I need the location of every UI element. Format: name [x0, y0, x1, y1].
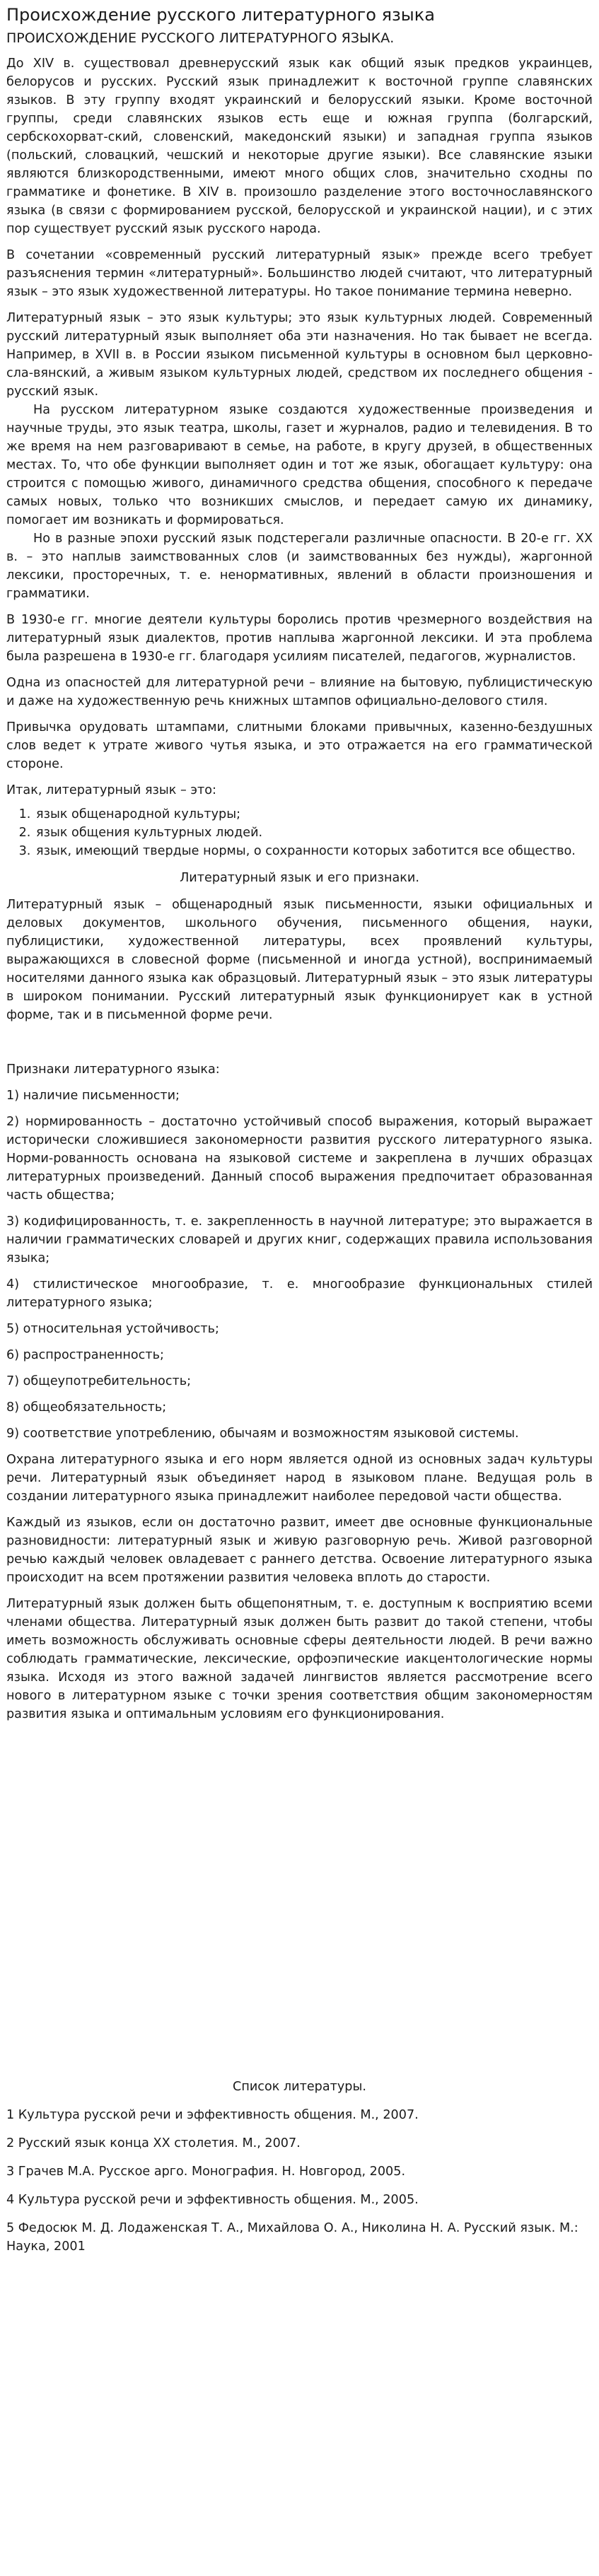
list-item: 2. язык общения культурных людей.	[35, 824, 593, 842]
section-title: Литературный язык и его признаки.	[180, 870, 419, 885]
paragraph-intro: До XIV в. существовал древнерусский язык как общий язык предков украинцев, белорусов и русских. Русский язык принадлежит к восточной группе славянских языков. В эту группу входят украинский и белорусский языки. Кроме восточной группы, среди славянских языков есть еще и южная группа (болгарский, сербскохорват-ский, словенский, македонский языки) и западная группа языков (польский, словацкий, чешский и некоторые другие языки). Все славянские языки являются близкородственными, имеют много общих слов, значительно сходны по грамматике и фонетике. В XIV в. произошло разделение этого восточнославянского языка (в связи с формированием русской, белорусской и украинской нации), и с этих пор существует русский язык русского народа.	[6, 56, 593, 236]
paragraph-protection: Охрана литературного языка и его норм является одной из основных задач культуры речи. Литературный язык объединяет народ в языковом плане. Ведущая роль в создании литературного языка принадлежит наиболее передовой части общества.	[6, 1452, 593, 1504]
spacer	[6, 1032, 593, 1060]
sign-item: 7) общеупотребительность;	[6, 1374, 192, 1388]
sign-item: 3) кодифицированность, т. е. закрепленность в научной литературе; это выражается в наличии грамматических словарей и других книг, содержащих правила использования языка;	[6, 1214, 593, 1265]
sign-item: 4) стилистическое многообразие, т. е. многообразие функциональных стилей литературного языка;	[6, 1277, 593, 1310]
paragraph-accessibility: Литературный язык должен быть общепонятным, т. е. доступным к восприятию всеми членами общества. Литературный язык должен быть развит до такой степени, чтобы иметь возможность обслуживать основные сферы деятельности людей. В речи важно соблюдать грамматические, лексические, орфоэпические иакцентологические нормы языка. Исходя из этого важной задачей лингвистов является рассмотрение всего нового в литературном языке с точки зрения соответствия общим закономерностям развития языка и оптимальным условиям его функционирования.	[6, 1596, 593, 1721]
sign-item: 1) наличие письменности;	[6, 1088, 180, 1103]
paragraph-definition: Литературный язык – общенародный язык письменности, языки официальных и деловых документов, школьного обучения, письменного общения, науки, публицистики, художественной литературы, всех проявлений культуры, выражающихся в словесной форме (письменной и иногда устной), воспринимаемый носителями данного языка как образцовый. Литературный язык – это язык литературы в широком понимании. Русский литературный язык функционирует как в устной форме, так и в письменной форме речи.	[6, 897, 593, 1022]
list-item: 3. язык, имеющий твердые нормы, о сохранности которых заботится все общество.	[35, 842, 593, 860]
reference-item: 4 Культура русской речи и эффективность общения. М., 2005.	[6, 2192, 419, 2207]
reference-item: 3 Грачев М.А. Русское арго. Монография. Н. Новгород, 2005.	[6, 2164, 406, 2179]
sign-item: 9) соответствие употреблению, обычаям и возможностям языковой системы.	[6, 1426, 519, 1441]
paragraph-summary-lead: Итак, литературный язык – это:	[6, 783, 216, 797]
spacer	[6, 1731, 593, 2078]
list-item: 1. язык общенародной культуры;	[35, 805, 593, 824]
sign-item: 6) распространенность;	[6, 1347, 164, 1362]
paragraph-habit: Привычка орудовать штампами, слитными блоками привычных, казенно-бездушных слов ведет к утрате живого чутья языка, и это отражается на его грамматической стороне.	[6, 720, 593, 771]
paragraph-stamps: Одна из опасностей для литературной речи – влияние на бытовую, публицистическую и даже на художественную речь книжных штампов официально-делового стиля.	[6, 675, 593, 708]
paragraph-dangers: Но в разные эпохи русский язык подстерегали различные опасности. В 20-е гг. XX в. – это наплыв заимствованных слов (и заимствованных без нужды), жаргонной лексики, просторечных, т. е. ненормативных, явлений в области произношения и грамматики.	[6, 531, 593, 601]
sign-item: 5) относительная устойчивость;	[6, 1321, 219, 1336]
reference-item: 5 Федосюк М. Д. Лодаженская Т. А., Михайлова О. А., Николина Н. А. Русский язык. М.: Наука, 2001	[6, 2220, 578, 2254]
paragraph-functions: На русском литературном языке создаются художественные произведения и научные труды, это язык театра, школы, газет и журналов, радио и телевидения. В то же время на нем разговаривают в семье, на работе, в кругу друзей, в общественных местах. То, что обе функции выполняет один и тот же язык, обогащает культуру: она строится с помощью живого, динамичного средства общения, способного к передаче самых новых, только что возникших смыслов, и передает самую их динамику, помогает им возникать и формироваться.	[6, 402, 593, 527]
definition-list	[6, 805, 593, 860]
reference-item: 1 Культура русской речи и эффективность общения. М., 2007.	[6, 2107, 419, 2122]
page-title: Происхождение русского литературного языка	[6, 5, 435, 25]
page-subtitle: ПРОИСХОЖДЕНИЕ РУССКОГО ЛИТЕРАТУРНОГО ЯЗЫКА.	[6, 30, 395, 46]
sign-item: 2) нормированность – достаточно устойчивый способ выражения, который выражает исторически сложившиеся закономерности развития русского литературного языка. Норми-рованность основана на языковой системе и закреплена в лучших образцах литературных произведений. Данный способ выражения предпочитает образованная часть общества;	[6, 1114, 593, 1202]
paragraph-varieties: Каждый из языков, если он достаточно развит, имеет две основные функциональные разновидности: литературный язык и живую разговорную речь. Живой разговорной речью каждый человек овладевает с раннего детства. Освоение литературного языка происходит на всем протяжении развития человека вплоть до старости.	[6, 1515, 593, 1585]
paragraph-culture: Литературный язык – это язык культуры; это язык культурных людей. Современный русский литературный язык выполняет оба эти назначения. Но так бывает не всегда. Например, в XVII в. в России языком письменной культуры в основном был церковно-сла-вянский, а живым языком культурных людей, средством их последнего общения - русский язык.	[6, 310, 593, 399]
sign-item: 8) общеобязательность;	[6, 1400, 167, 1415]
paragraph-term: В сочетании «современный русский литературный язык» прежде всего требует разъяснения термин «литературный». Большинство людей считают, что литературный язык – это язык художественной литературы. Но такое понимание термина неверно.	[6, 247, 593, 299]
signs-title: Признаки литературного языка:	[6, 1062, 220, 1077]
references-title: Список литературы.	[233, 2079, 366, 2094]
paragraph-1930s: В 1930-е гг. многие деятели культуры боролись против чрезмерного воздействия на литературный язык диалектов, против наплыва жаргонной лексики. И эта проблема была разрешена в 1930-е гг. благодаря усилиям писателей, педагогов, журналистов.	[6, 612, 593, 664]
reference-item: 2 Русский язык конца XX столетия. М., 2007.	[6, 2136, 301, 2150]
